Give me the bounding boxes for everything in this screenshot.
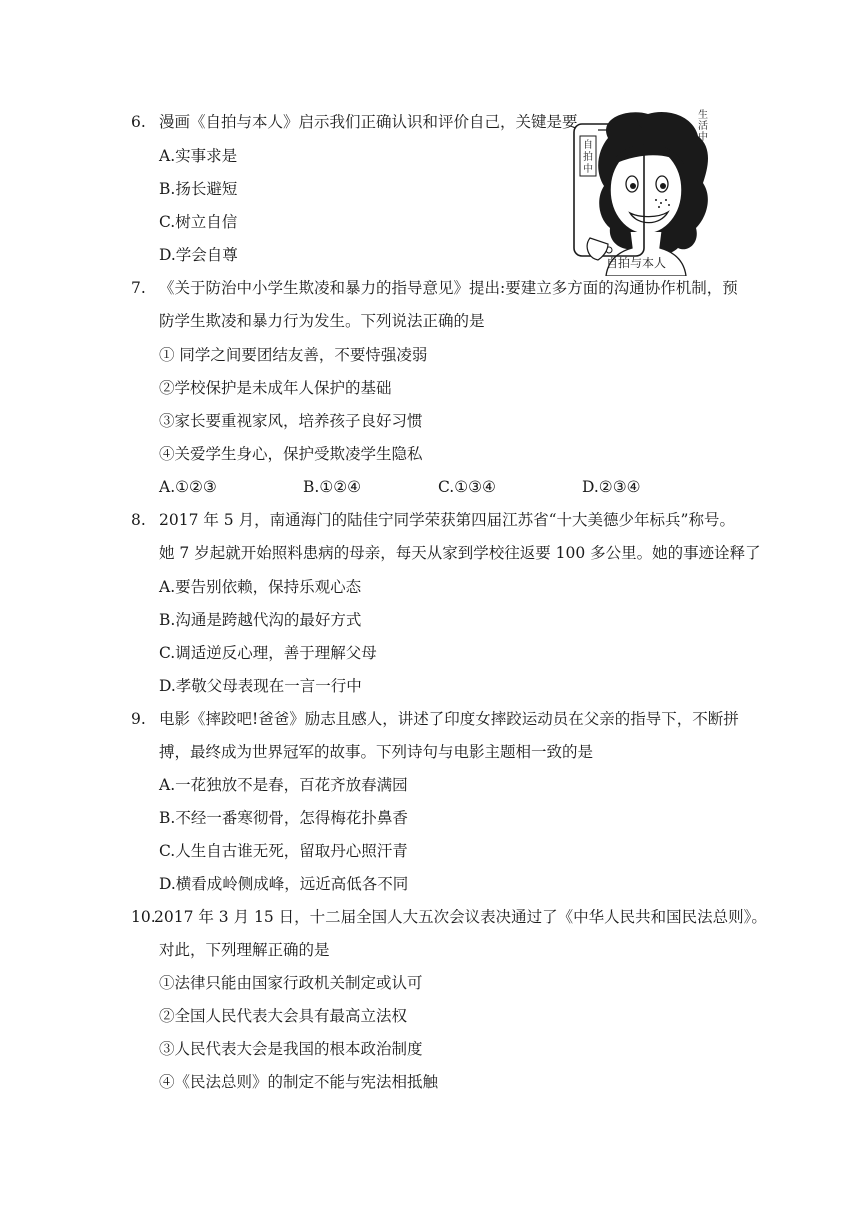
q9-option-c: C.人生自古谁无死，留取丹心照汗青 (159, 842, 408, 860)
phone-label-char-3: 中 (583, 164, 593, 175)
q9-text-line2: 搏，最终成为世界冠军的故事。下列诗句与电影主题相一致的是 (159, 743, 594, 761)
q8-option-b: B.沟通是跨越代沟的最好方式 (159, 611, 362, 629)
phone-label-char-2: 拍 (583, 152, 593, 163)
q6-option-c: C.树立自信 (159, 213, 238, 231)
q9-option-d: D.横看成岭侧成峰，远近高低各不同 (159, 875, 409, 893)
q9-option-a: A.一花独放不是春，百花齐放春满园 (159, 776, 408, 794)
q7-choice-d: D.②③④ (582, 478, 641, 496)
q7-text-line2: 防学生欺凌和暴力行为发生。下列说法正确的是 (159, 312, 485, 330)
q7-statement-1: ① 同学之间要团结友善，不要恃强凌弱 (159, 346, 428, 364)
q10-text-line2: 对此，下列理解正确的是 (159, 941, 330, 959)
q6-number: 6. (131, 113, 146, 131)
q8-option-a: A.要告别依赖，保持乐观心态 (159, 578, 362, 596)
q6-option-a: A.实事求是 (159, 147, 238, 165)
phone-label-char-1: 自 (583, 140, 593, 151)
q8-number: 8. (131, 511, 146, 529)
q7-choice-a: A.①②③ (159, 478, 217, 496)
cartoon-caption: 自拍与本人 (606, 256, 667, 270)
q8-option-c: C.调适逆反心理，善于理解父母 (159, 644, 377, 662)
q7-text-line1: 《关于防治中小学生欺凌和暴力的指导意见》提出:要建立多方面的沟通协作机制，预 (159, 279, 738, 297)
q7-statement-3: ③家长要重视家风，培养孩子良好习惯 (159, 412, 423, 430)
q10-statement-3: ③人民代表大会是我国的根本政治制度 (159, 1040, 423, 1058)
q6-option-b: B.扬长避短 (159, 180, 238, 198)
q9-text-line1: 电影《摔跤吧!爸爸》励志且感人，讲述了印度女摔跤运动员在父亲的指导下，不断拼 (159, 710, 739, 728)
q10-text-line1: 2017 年 3 月 15 日，十二届全国人大五次会议表决通过了《中华人民共和国民法总则》。 (154, 908, 767, 926)
q10-statement-1: ①法律只能由国家行政机关制定或认可 (159, 974, 423, 992)
q10-number: 10. (131, 908, 156, 926)
q7-number: 7. (131, 279, 146, 297)
q7-statement-2: ②学校保护是未成年人保护的基础 (159, 379, 392, 397)
q7-choice-c: C.①③④ (438, 478, 496, 496)
selfie-cartoon-illustration (568, 108, 718, 276)
q10-statement-4: ④《民法总则》的制定不能与宪法相抵触 (159, 1073, 439, 1091)
cartoon-side-label: 生活中 (698, 110, 708, 143)
q10-statement-2: ②全国人民代表大会具有最高立法权 (159, 1007, 408, 1025)
q8-text-line2: 她 7 岁起就开始照料患病的母亲，每天从家到学校往返要 100 多公里。她的事迹诠释了 (159, 544, 761, 562)
q6-text: 漫画《自拍与本人》启示我们正确认识和评价自己，关键是要 (159, 113, 578, 131)
q9-option-b: B.不经一番寒彻骨，怎得梅花扑鼻香 (159, 809, 408, 827)
q8-option-d: D.孝敬父母表现在一言一行中 (159, 677, 362, 695)
q7-statement-4: ④关爱学生身心，保护受欺凌学生隐私 (159, 445, 423, 463)
q7-choice-b: B.①②④ (303, 478, 362, 496)
q6-option-d: D.学会自尊 (159, 246, 238, 264)
q9-number: 9. (131, 710, 146, 728)
q8-text-line1: 2017 年 5 月，南通海门的陆佳宁同学荣获第四届江苏省“十大美德少年标兵”称号。 (159, 511, 735, 529)
